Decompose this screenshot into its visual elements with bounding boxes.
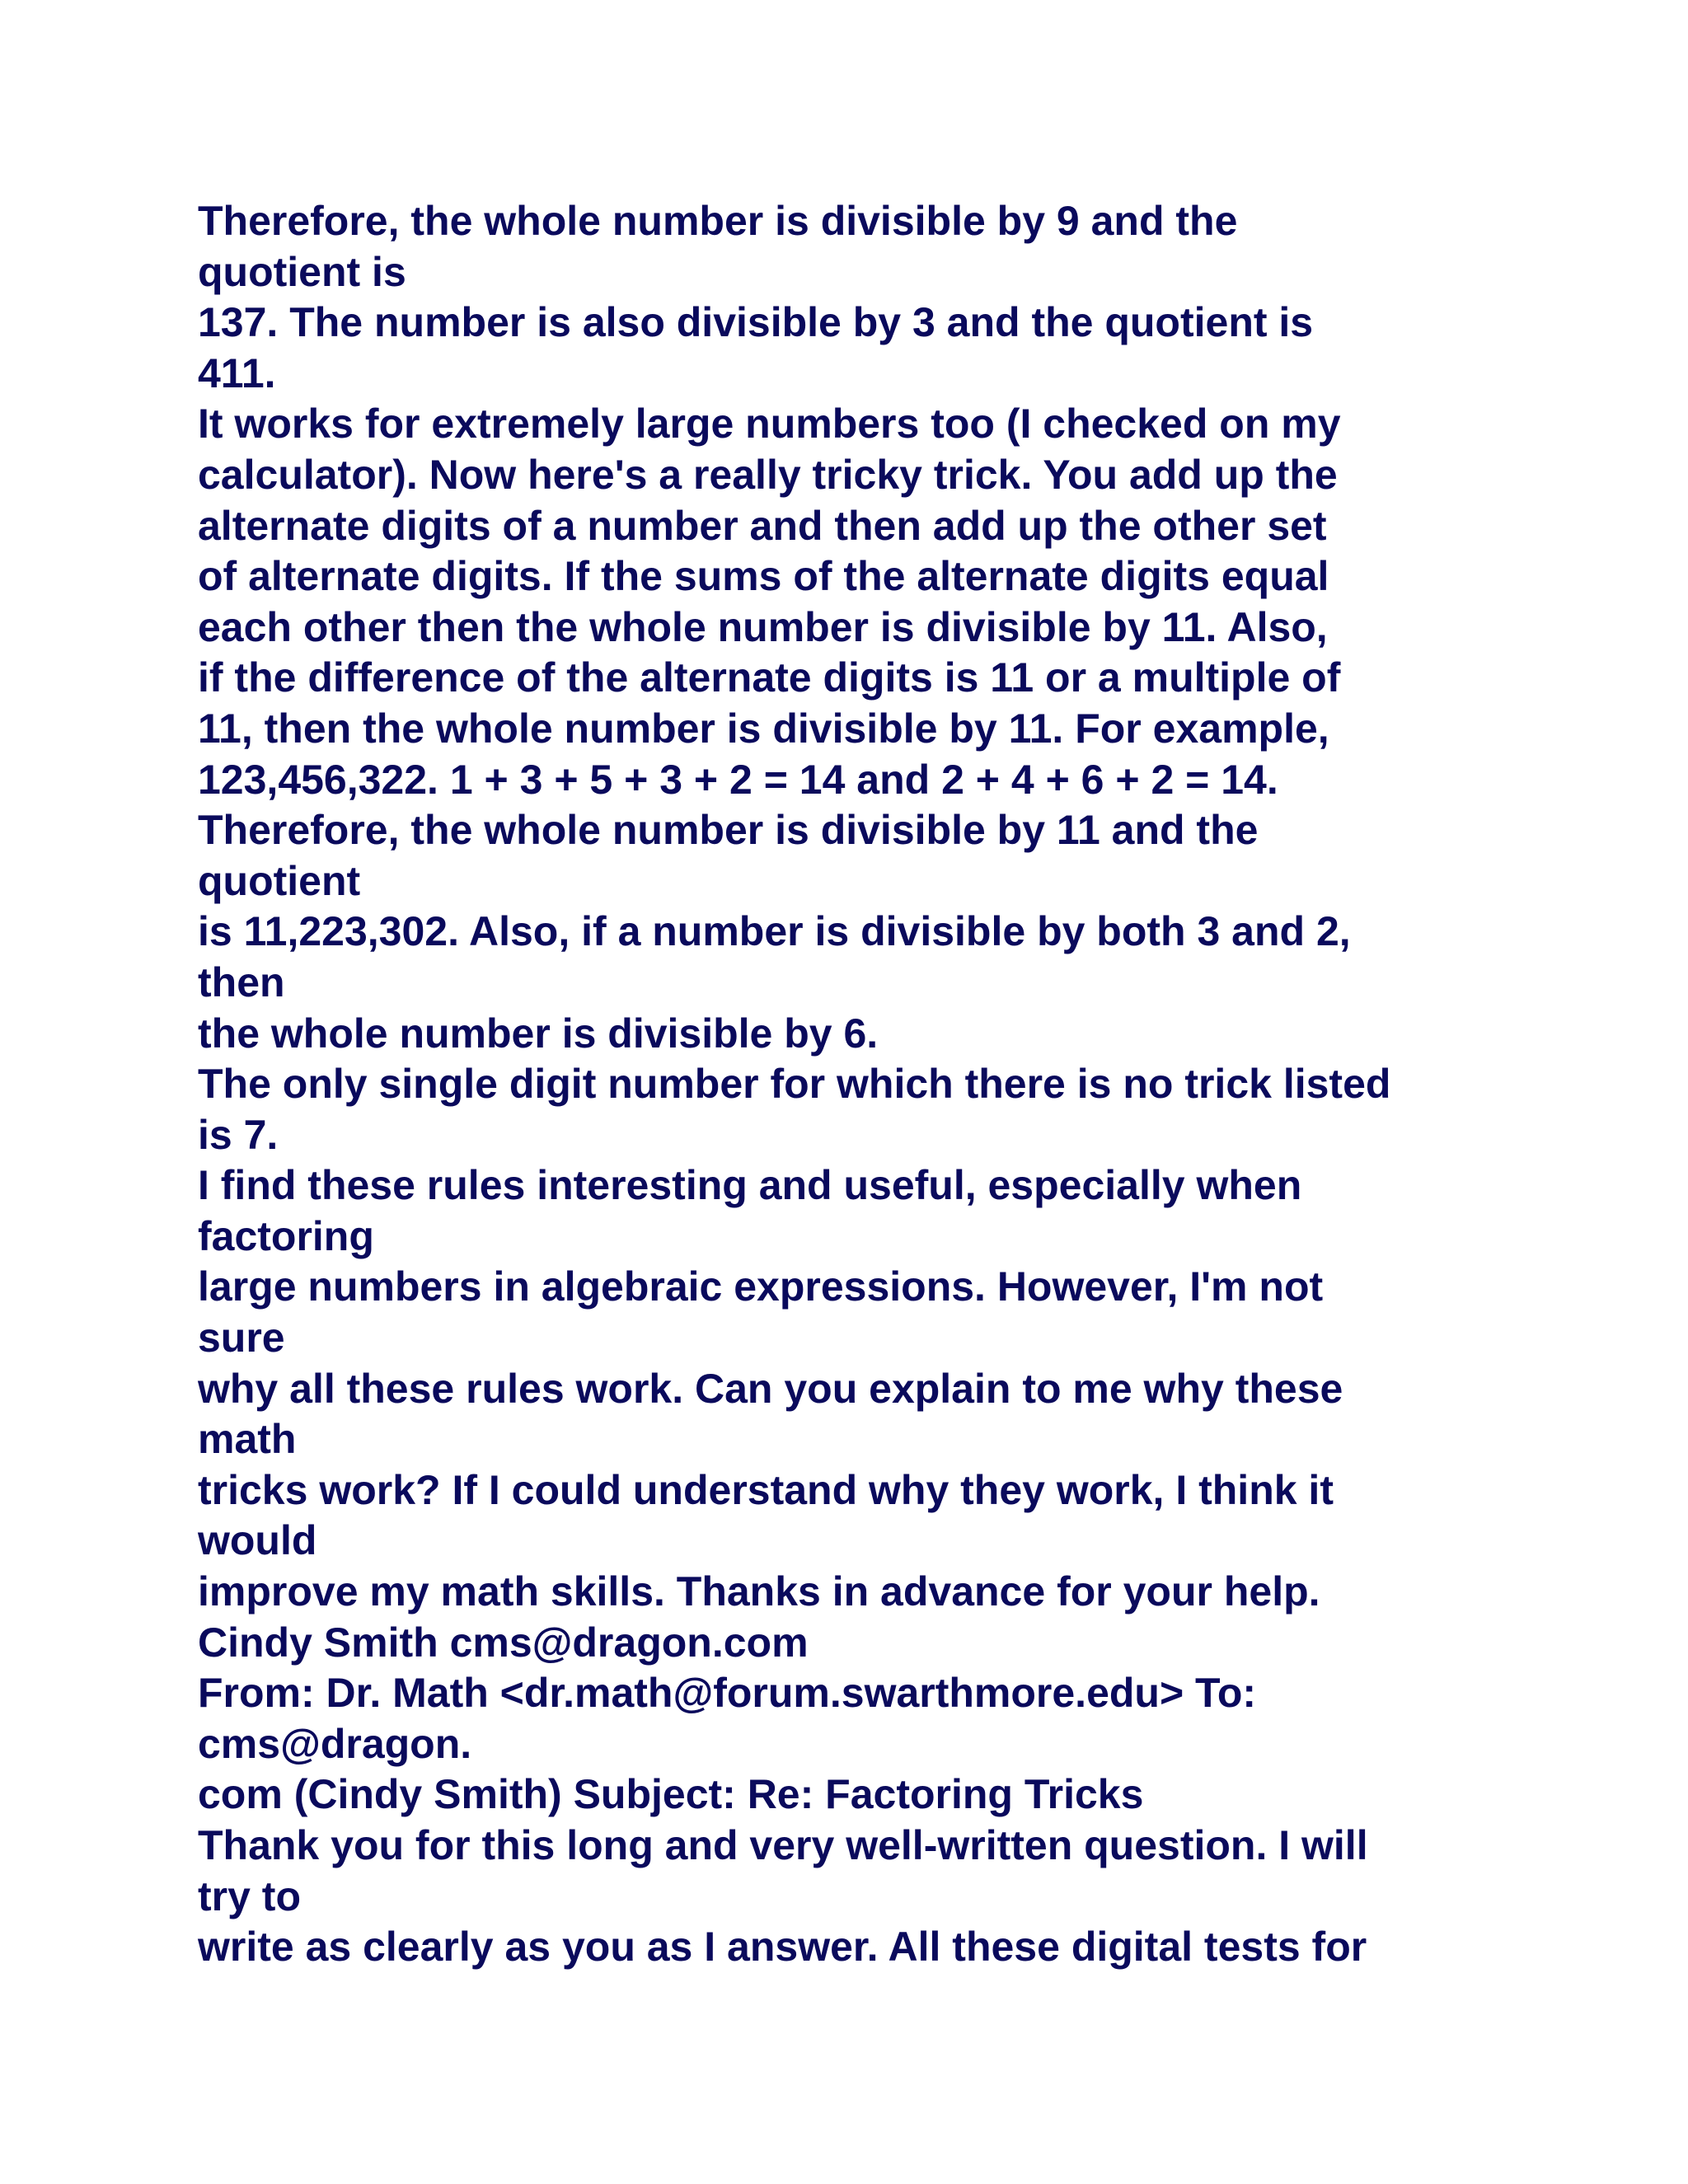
- text-line: quotient is: [198, 248, 406, 295]
- text-line: would: [198, 1517, 317, 1564]
- text-line: is 7.: [198, 1111, 279, 1158]
- text-line: of alternate digits. If the sums of the alternate digits equal: [198, 553, 1329, 600]
- text-line: sure: [198, 1315, 285, 1361]
- text-line: improve my math skills. Thanks in advance for your help.: [198, 1568, 1320, 1615]
- text-line: large numbers in algebraic expressions. However, I'm not: [198, 1263, 1324, 1310]
- email-header-line: cms@dragon.: [198, 1720, 472, 1767]
- text-line: try to: [198, 1872, 301, 1919]
- text-line: if the difference of the alternate digits is 11 or a multiple of: [198, 654, 1341, 701]
- text-line: tricks work? If I could understand why they work, I think it: [198, 1466, 1334, 1513]
- text-line: then: [198, 958, 285, 1005]
- signature-line: Cindy Smith cms@dragon.com: [198, 1619, 809, 1666]
- text-line: It works for extremely large numbers too (I checked on my: [198, 401, 1341, 448]
- text-line: why all these rules work. Can you explain to me why these: [198, 1365, 1343, 1412]
- text-line: 123,456,322. 1 + 3 + 5 + 3 + 2 = 14 and 2 + 4 + 6 + 2 = 14.: [198, 756, 1278, 803]
- text-line: each other then the whole number is divisible by 11. Also,: [198, 603, 1328, 650]
- text-line: factoring: [198, 1212, 374, 1259]
- text-line: quotient: [198, 857, 361, 904]
- body-text: [198, 196, 1484, 1973]
- text-line: write as clearly as you as I answer. All these digital tests for: [198, 1924, 1367, 1971]
- text-line: Therefore, the whole number is divisible by 11 and the: [198, 807, 1259, 854]
- text-line: 137. The number is also divisible by 3 and the quotient is: [198, 299, 1314, 346]
- text-line: Thank you for this long and very well-written question. I will: [198, 1822, 1368, 1868]
- text-line: alternate digits of a number and then add up the other set: [198, 502, 1327, 549]
- text-line: is 11,223,302. Also, if a number is divisible by both 3 and 2,: [198, 908, 1351, 955]
- text-line: 11, then the whole number is divisible by 11. For example,: [198, 705, 1329, 752]
- text-line: the whole number is divisible by 6.: [198, 1010, 879, 1057]
- email-header-line: com (Cindy Smith) Subject: Re: Factoring Tricks: [198, 1771, 1144, 1818]
- text-line: calculator). Now here's a really tricky trick. You add up the: [198, 451, 1338, 498]
- text-line: I find these rules interesting and useful, especially when: [198, 1162, 1302, 1209]
- text-line: The only single digit number for which there is no trick listed: [198, 1061, 1391, 1108]
- text-line: math: [198, 1416, 297, 1463]
- text-line: 411.: [198, 349, 276, 396]
- email-header-line: From: Dr. Math <dr.math@forum.swarthmore.edu> To:: [198, 1670, 1257, 1717]
- text-line: Therefore, the whole number is divisible by 9 and the: [198, 198, 1238, 244]
